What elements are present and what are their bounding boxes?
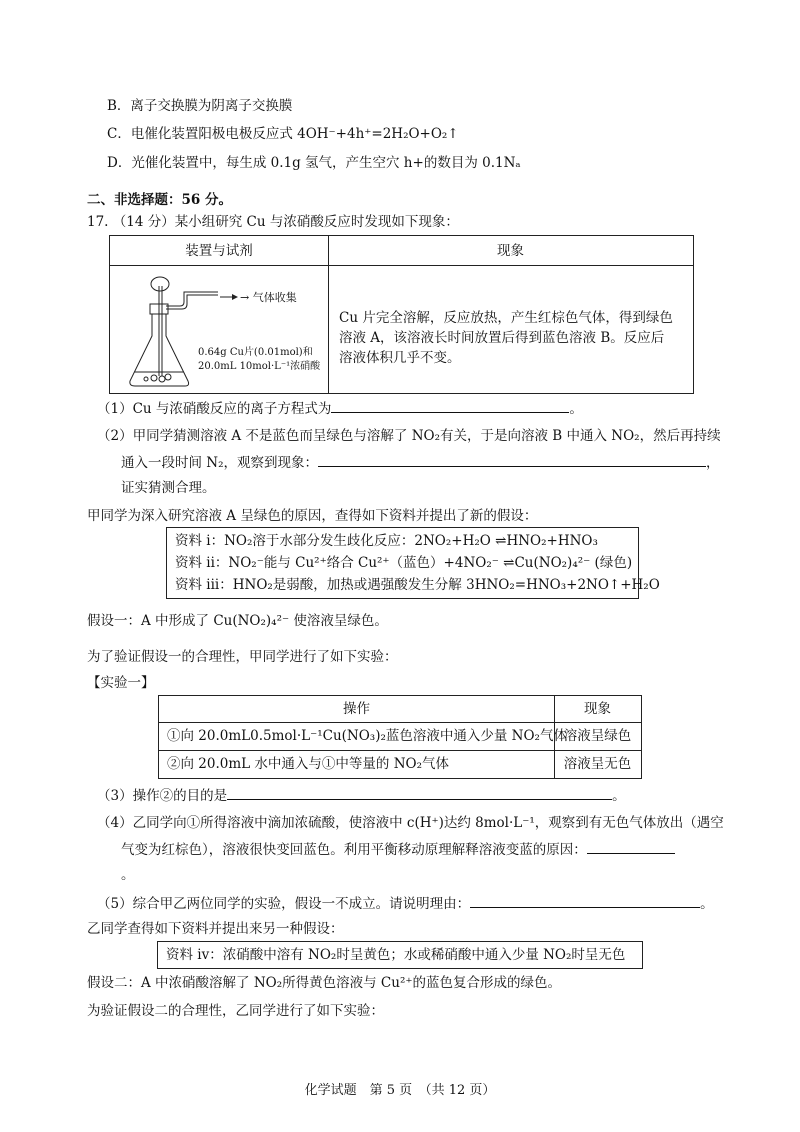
option-d-text: D．光催化装置中，每生成 0.1g 氢气，产生空穴 h+的数目为 bbox=[107, 155, 478, 171]
question-1: （1）Cu 与浓硝酸反应的离子方程式为 。 bbox=[97, 398, 583, 419]
answer-blank-2[interactable] bbox=[318, 452, 706, 467]
exp1-row2-op: ②向 20.0mL 水中通入与①中等量的 NO₂气体 bbox=[167, 756, 449, 772]
question-2-line1: （2）甲同学猜测溶液 A 不是蓝色而呈绿色与溶解了 NO₂有关，于是向溶液 B 中通入 NO₂，然后再持续 bbox=[97, 428, 721, 444]
option-d-value: 0.1Nₐ bbox=[482, 155, 521, 171]
exp1-row1-ph: 溶液呈绿色 bbox=[563, 728, 632, 744]
answer-blank-4[interactable] bbox=[587, 839, 675, 854]
q17-intro: 17. （14 分）某小组研究 Cu 与浓硝酸反应时发现如下现象： bbox=[87, 214, 459, 230]
material-iii: 资料 iii：HNO₂是弱酸，加热或遇强酸发生分解 3HNO₂=HNO₃+2NO↑+H₂O bbox=[175, 577, 660, 593]
material-iv-box bbox=[157, 941, 643, 969]
question-1-text: （1）Cu 与浓硝酸反应的离子方程式为 bbox=[97, 401, 332, 417]
page-footer: 化学试题 第 5 页 （共 12 页） bbox=[304, 1083, 496, 1098]
gas-collection-label: → 气体收集 bbox=[240, 291, 297, 304]
answer-blank-1[interactable] bbox=[331, 398, 569, 413]
exp1-row1-op: ①向 20.0mL0.5mol·L⁻¹Cu(NO₃)₂蓝色溶液中通入少量 NO₂气体 bbox=[167, 728, 567, 744]
question-2-line2-text: 通入一段时间 N₂，观察到现象： bbox=[121, 455, 319, 471]
phenomenon-line1: Cu 片完全溶解，反应放热，产生红棕色气体，得到绿色 bbox=[339, 310, 673, 326]
option-b: B．离子交换膜为阴离子交换膜 bbox=[107, 98, 293, 114]
hypothesis-intro: 甲同学为深入研究溶液 A 呈绿色的原因，查得如下资料并提出了新的假设： bbox=[87, 508, 538, 524]
material-i: 资料 i：NO₂溶于水部分发生歧化反应：2NO₂+H₂O ⇌HNO₂+HNO₃ bbox=[175, 533, 598, 549]
phenomenon-line2: 溶液 A，该溶液长时间放置后得到蓝色溶液 B。反应后 bbox=[339, 330, 665, 346]
apparatus-header: 装置与试剂 bbox=[185, 243, 253, 259]
question-4-line1: （4）乙同学向①所得溶液中滴加浓硫酸，使溶液中 c(H⁺)达约 8mol·L⁻¹，观察到有无色气体放出（遇空 bbox=[97, 815, 724, 831]
verify-2: 为验证假设二的合理性，乙同学进行了如下实验： bbox=[87, 1003, 384, 1019]
question-2-line3: 证实猜测合理。 bbox=[121, 480, 216, 496]
option-c: C．电催化装置阳极电极反应式 4OH⁻+4h⁺=2H₂O+O₂↑ bbox=[107, 126, 459, 142]
phenomenon-header: 现象 bbox=[497, 243, 524, 259]
answer-blank-5[interactable] bbox=[470, 893, 700, 908]
hypothesis-2: 假设二：A 中浓硝酸溶解了 NO₂所得黄色溶液与 Cu²⁺的蓝色复合形成的绿色。 bbox=[87, 975, 561, 991]
experiment-1-table bbox=[158, 695, 642, 779]
answer-blank-3[interactable] bbox=[227, 785, 612, 800]
verify-1: 为了验证假设一的合理性，甲同学进行了如下实验： bbox=[87, 649, 398, 665]
experiment-1-label: 【实验一】 bbox=[87, 675, 155, 691]
question-4-line3: 。 bbox=[121, 867, 135, 883]
option-d bbox=[107, 153, 521, 173]
question-3: （3）操作②的目的是 。 bbox=[97, 785, 626, 806]
phenomenon-line3: 溶液体积几乎不变。 bbox=[339, 350, 461, 366]
exp1-ph-header: 现象 bbox=[584, 701, 611, 717]
materials-box bbox=[166, 527, 660, 599]
question-2-line2: 通入一段时间 N₂，观察到现象： ， bbox=[121, 452, 720, 473]
exp1-op-header: 操作 bbox=[343, 701, 370, 717]
question-4-line2-text: 气变为红棕色），溶液很快变回蓝色。利用平衡移动原理解释溶液变蓝的原因： bbox=[121, 842, 587, 858]
question-5-text: （5）综合甲乙两位同学的实验，假设一不成立。请说明理由： bbox=[97, 896, 471, 912]
reagent-line1: 0.64g Cu片(0.01mol)和 bbox=[198, 347, 313, 358]
yi-intro: 乙同学查得如下资料并提出来另一种假设： bbox=[87, 921, 344, 937]
apparatus-table bbox=[109, 235, 694, 394]
question-4-line2 bbox=[121, 839, 675, 860]
question-5: （5）综合甲乙两位同学的实验，假设一不成立。请说明理由： 。 bbox=[97, 893, 714, 914]
section-header: 二、非选择题：56 分。 bbox=[87, 192, 232, 208]
hypothesis-1: 假设一：A 中形成了 Cu(NO₂)₄²⁻ 使溶液呈绿色。 bbox=[87, 613, 388, 629]
reagent-line2: 20.0mL 10mol·L⁻¹浓硝酸 bbox=[198, 361, 321, 372]
exp1-row2-ph: 溶液呈无色 bbox=[563, 756, 632, 772]
material-iv: 资料 iv：浓硝酸中溶有 NO₂时呈黄色；水或稀硝酸中通入少量 NO₂时呈无色 bbox=[166, 947, 626, 963]
material-ii: 资料 ii：NO₂⁻能与 Cu²⁺络合 Cu²⁺（蓝色）+4NO₂⁻ ⇌Cu(NO₂)₄²⁻ (绿色) bbox=[175, 555, 633, 571]
question-3-text: （3）操作②的目的是 bbox=[97, 788, 228, 804]
